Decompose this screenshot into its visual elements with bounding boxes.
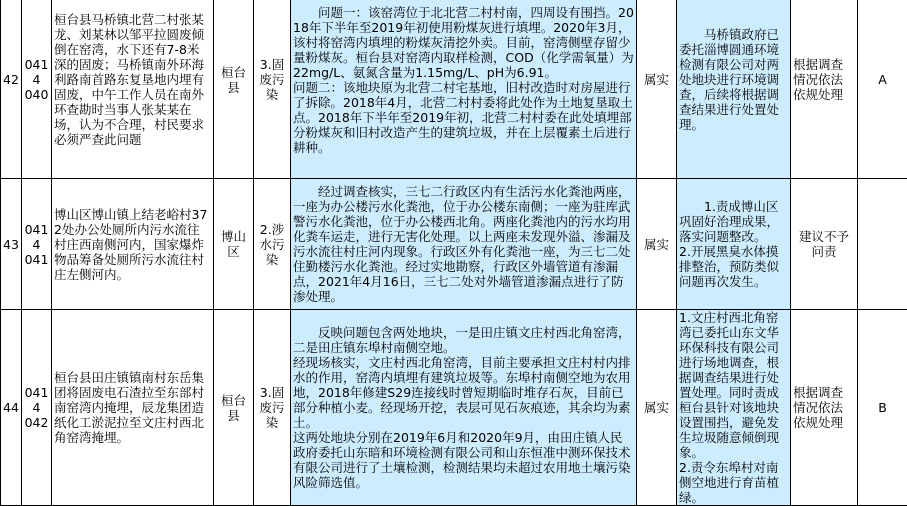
row-number: 44	[1, 310, 22, 506]
case-code: 0414 042	[22, 310, 52, 506]
table-row	[1, 0, 907, 179]
verdict: 属实	[637, 310, 677, 506]
handling-measures: 1.文庄村西北角窑湾已委托山东文华环保科技有限公司进行场地调查，根据调查结果进行处置处理。同时责成桓台县针对该地块设置围挡，避免发生垃圾随意倾倒现象。 2.责令东埠村对南侧空地进行育苗植绿。	[677, 310, 791, 506]
complaint-text: 桓台县马桥镇北营二村张某龙、刘某林以邹平拉圆废倾倒在窑湾，水下还有7-8米深的固废；马桥镇南外环海利路南首路东复垦地内埋有固废，中午工作人员在南外环查勘时当事人张某某在场，认为不合理，村民要求必须严查此问题	[52, 0, 214, 179]
district: 博山区	[214, 179, 254, 310]
row-number: 42	[1, 0, 22, 179]
verdict: 属实	[637, 0, 677, 179]
complaint-text: 桓台县田庄镇镇南村东岳集团将固废电石渣拉至东部村南窑湾内掩埋，辰龙集团造纸化工淤泥拉至文庄村西北角窑湾掩埋。	[52, 310, 214, 506]
table-row	[1, 310, 907, 506]
pollution-category: 2.涉水污染	[254, 179, 291, 310]
pollution-category: 3.固废污染	[254, 310, 291, 506]
district: 桓台县	[214, 310, 254, 506]
complaint-text: 博山区博山镇上结老峪村372处办公处厕所内污水流往村庄西南侧河内，国家爆炸物品筹备处厕所污水流往村庄左侧河内。	[52, 179, 214, 310]
accountability: 根据调查情况依法依规处理	[791, 0, 858, 179]
district: 桓台县	[214, 0, 254, 179]
investigation-finding: 经过调查核实，三七二行政区内有生活污水化粪池两座，一座为办公楼污水化粪池，位于办公楼东南侧；一座为驻库武警污水化粪池，位于办公楼西北角。两座化粪池内的污水均用化粪车运走，进行无害化处理。以上两座未发现外溢、渗漏及污水流往村庄河内现象。行政区外有化粪池一座，为三七二处住勤楼污水化粪池。经过实地勘察，行政区外墙管道有渗漏点，2021年4月16日，三七二处对外墙管道渗漏点进行了防渗处理。	[291, 179, 637, 310]
table-row	[1, 179, 907, 310]
row-number: 43	[1, 179, 22, 310]
accountability: 根据调查情况依法依规处理	[791, 310, 858, 506]
investigation-finding: 反映问题包含两处地块，一是田庄镇文庄村西北角窑湾，二是田庄镇东埠村南侧空地。 经现场核实，文庄村西北角窑湾，目前主要承担文庄村村内排水的作用，窑湾内填埋有建筑垃圾等。东埠村南侧空地为农用地，2018年修建S29连接线时曾短期临时堆存石灰，目前已部分种植小麦。经现场开挖，表层可见石灰痕迹，其余均为素土。 这两处地块分别在2019年6月和2020年9月，由田庄镇人民政府委托山东暗和环境检测有限公司和山东恒准中测环保技术有限公司进行了土壤检测，检测结果均未超过农用地土壤污染风险筛选值。	[291, 310, 637, 506]
level: B	[858, 310, 907, 506]
investigation-finding: 问题一：该窑湾位于北北营二村村南，四周设有围挡。2018年下半年至2019年初使用粉煤灰进行填埋。2020年3月，该村将窑湾内填埋的粉煤灰清挖外卖。目前，窑湾侧壁存留少量粉煤灰。桓台县对窑湾内取样检测，COD（化学需氧量）为22mg/L、氨氮含量为1.15mg/L、pH为6.91。 问题二：该地块原为北营二村宅基地，旧村改造时对房屋进行了拆除。2018年4月，北营二村村委将此处作为土地复垦取土点。2018年下半年至2019年初，北营二村村委在此处填埋部分粉煤灰和旧村改造产生的建筑垃圾，并在上层覆素土后进行耕种。	[291, 0, 637, 179]
case-code: 0414 041	[22, 179, 52, 310]
level	[858, 179, 907, 310]
pollution-category: 3.固废污染	[254, 0, 291, 179]
level: A	[858, 0, 907, 179]
handling-measures: 马桥镇政府已委托淄博圆通环境检测有限公司对两处地块进行环境调查，后续将根据调查结果进行处置处理。	[677, 0, 791, 179]
accountability: 建议不予问责	[791, 179, 858, 310]
case-code: 0414 040	[22, 0, 52, 179]
handling-measures: 1.责成博山区巩固好治理成果，落实问题整改。 2.开展黑臭水体摸排整治，预防类似问题再次发生。	[677, 179, 791, 310]
verdict: 属实	[637, 179, 677, 310]
